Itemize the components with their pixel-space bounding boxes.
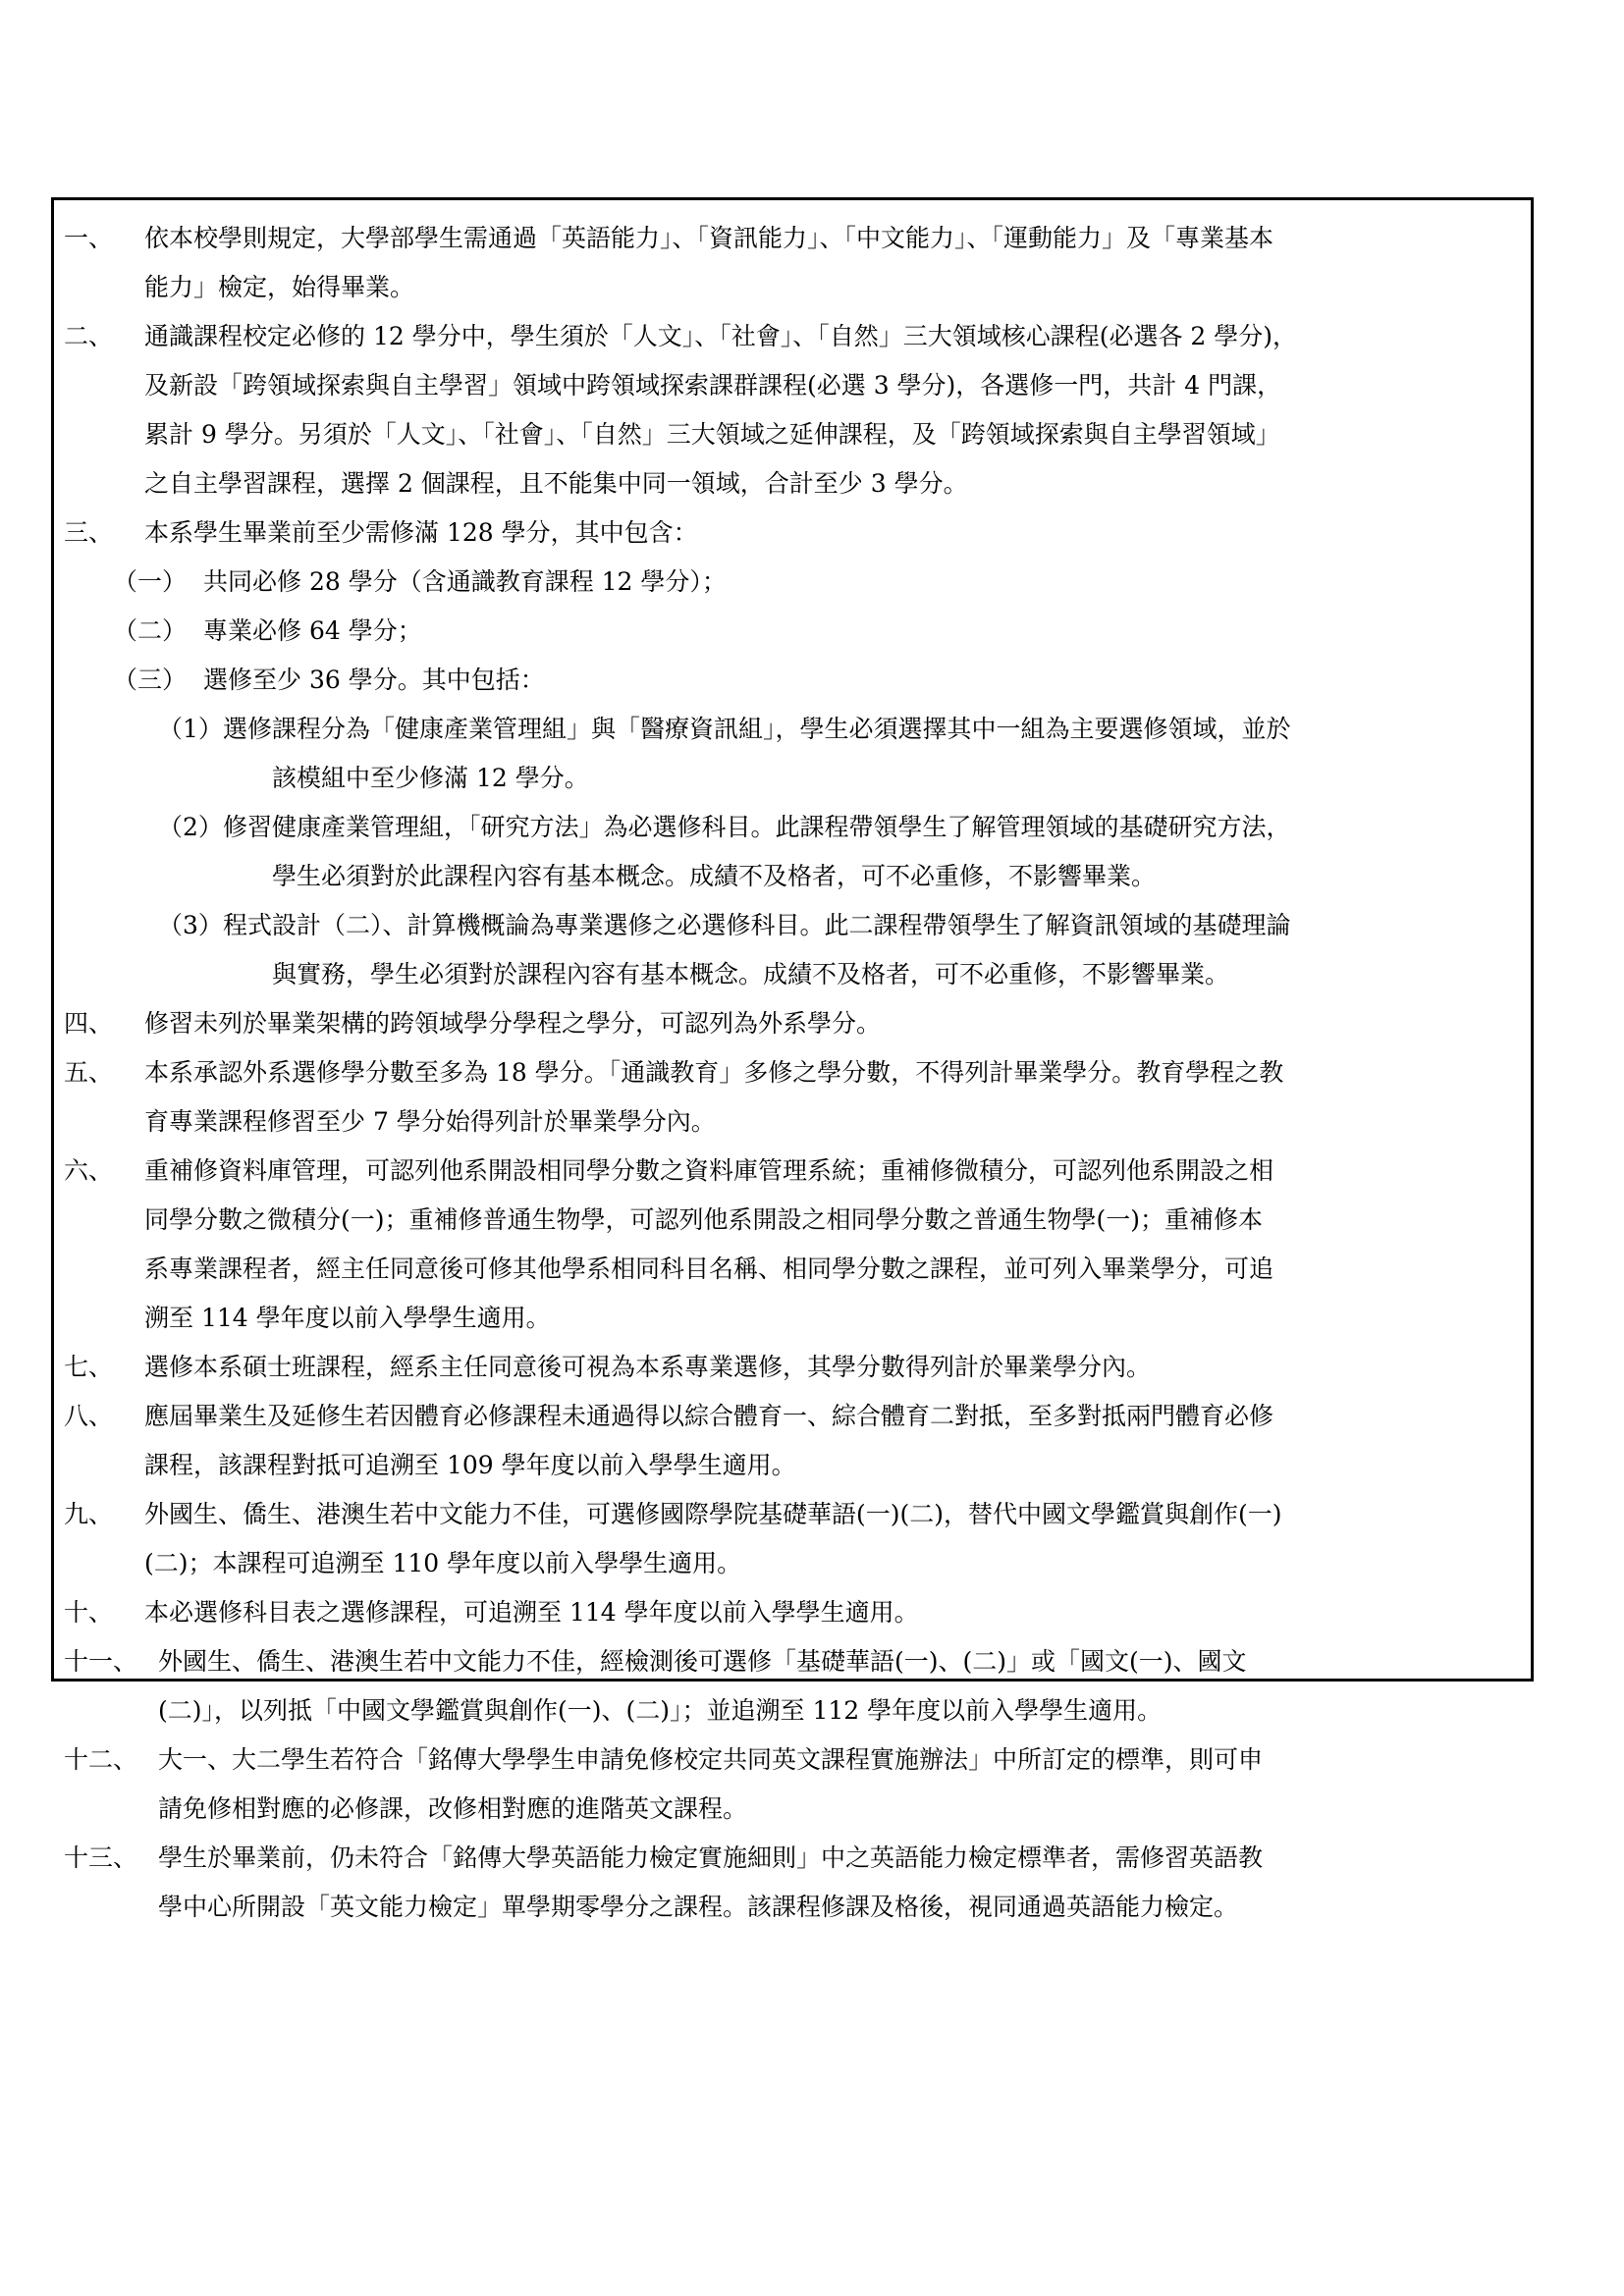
rule-number: 十三、	[64, 1843, 138, 1872]
rule-item-12	[64, 1735, 1521, 1834]
rule-text-line: 應屆畢業生及延修生若因體育必修課程未通過得以綜合體育一、綜合體育二對抵，至多對抵兩門體育必修	[144, 1402, 1274, 1430]
rule-text-line: 能力」檢定，始得畢業。	[144, 273, 415, 301]
point-text-line: 與實務，學生必須對於課程內容有基本概念。成績不及格者，可不必重修，不影響畢業。	[272, 960, 1230, 988]
rule-text-line: 外國生、僑生、港澳生若中文能力不佳，經檢測後可選修「基礎華語(一)、(二)」或「國文(一)、國文	[158, 1647, 1247, 1676]
subitem-marker: （一）	[113, 567, 188, 596]
rule-text-line: 本系承認外系選修學分數至多為 18 學分。「通識教育」多修之學分數，不得列計畢業學分。教育學程之教	[144, 1058, 1284, 1087]
point-text-line: 學生必須對於此課程內容有基本概念。成績不及格者，可不必重修，不影響畢業。	[272, 862, 1157, 890]
regulations-box	[51, 197, 1534, 1921]
rule-item-1	[64, 214, 1521, 312]
rule-item-6	[64, 1147, 1521, 1343]
rule-text-line: 學中心所開設「英文能力檢定」單學期零學分之課程。該課程修課及格後，視同通過英語能力檢定。	[158, 1893, 1239, 1921]
rule-number: 十二、	[64, 1745, 138, 1774]
rule-text-line: 育專業課程修習至少 7 學分始得列計於畢業學分內。	[144, 1107, 716, 1136]
rule-text-line: (二)；本課程可追溯至 110 學年度以前入學學生適用。	[144, 1549, 742, 1577]
rule-item-9	[64, 1490, 1521, 1588]
rule-item-7	[64, 1343, 1521, 1392]
rule-item-10	[64, 1588, 1521, 1637]
rule-number: 四、	[64, 1009, 114, 1038]
rule-text-line: 請免修相對應的必修課，改修相對應的進階英文課程。	[158, 1794, 748, 1823]
subitem-marker: （三）	[113, 666, 188, 694]
rule-text-line: 同學分數之微積分(一)；重補修普通生物學，可認列他系開設之相同學分數之普通生物學(一)；重補修本	[144, 1205, 1264, 1234]
rule-text-line: 依本校學則規定，大學部學生需通過「英語能力」、「資訊能力」、「中文能力」、「運動能力」及「專業基本	[144, 224, 1274, 252]
rule-item-3	[64, 508, 1521, 558]
rule-3-subitem-1	[64, 558, 1521, 607]
rule-text-line: 之自主學習課程，選擇 2 個課程，且不能集中同一領域，合計至少 3 學分。	[144, 469, 968, 498]
rule-3-3-point-1	[64, 705, 1521, 803]
rule-text-line: 通識課程校定必修的 12 學分中，學生須於「人文」、「社會」、「自然」三大領域核心課程(必選各 2 學分)，	[144, 322, 1298, 350]
rule-number: 一、	[64, 224, 114, 252]
rule-text-line: 累計 9 學分。另須於「人文」、「社會」、「自然」三大領域之延伸課程，及「跨領域探索與自主學習領域」	[144, 420, 1280, 449]
rule-text-line: 大一、大二學生若符合「銘傳大學學生申請免修校定共同英文課程實施辦法」中所訂定的標準，則可申	[158, 1745, 1264, 1774]
point-text-line: 該模組中至少修滿 12 學分。	[272, 764, 589, 792]
point-text-line: 選修課程分為「健康產業管理組」與「醫療資訊組」，學生必須選擇其中一組為主要選修領域，並於	[223, 715, 1291, 743]
rule-item-11	[64, 1637, 1521, 1735]
rule-text-line: 重補修資料庫管理，可認列他系開設相同學分數之資料庫管理系統；重補修微積分，可認列他系開設之相	[144, 1156, 1274, 1185]
point-marker: （2）	[158, 813, 223, 841]
rule-item-8	[64, 1392, 1521, 1490]
rule-item-13	[64, 1834, 1521, 1932]
rule-text-line: 系專業課程者，經主任同意後可修其他學系相同科目名稱、相同學分數之課程，並可列入畢業學分，可追	[144, 1255, 1274, 1283]
rule-item-4	[64, 999, 1521, 1048]
rule-number: 八、	[64, 1402, 114, 1430]
rule-3-subitem-3	[64, 656, 1521, 705]
rule-text-line: 修習未列於畢業架構的跨領域學分學程之學分，可認列為外系學分。	[144, 1009, 882, 1038]
subitem-text: 共同必修 28 學分（含通識教育課程 12 學分）；	[203, 567, 727, 596]
rule-text-line: 及新設「跨領域探索與自主學習」領域中跨領域探索課群課程(必選 3 學分)，各選修一門，共計 4 門課，	[144, 371, 1282, 400]
rule-text-line: 溯至 114 學年度以前入學學生適用。	[144, 1304, 551, 1332]
rule-number: 三、	[64, 518, 114, 547]
rule-text-line: 課程，該課程對抵可追溯至 109 學年度以前入學學生適用。	[144, 1451, 796, 1479]
rule-number: 六、	[64, 1156, 114, 1185]
subitem-text: 選修至少 36 學分。其中包括：	[203, 666, 545, 694]
rule-text-line: (二)」，以列抵「中國文學鑑賞與創作(一)、(二)」；並追溯至 112 學年度以前入學學生適用。	[158, 1696, 1163, 1725]
point-marker: （1）	[158, 715, 223, 743]
point-text-line: 程式設計（二）、計算機概論為專業選修之必選修科目。此二課程帶領學生了解資訊領域的基礎理論	[223, 911, 1291, 939]
point-text-line: 修習健康產業管理組，「研究方法」為必選修科目。此課程帶領學生了解管理領域的基礎研究方法，	[223, 813, 1291, 841]
rule-number: 七、	[64, 1353, 114, 1381]
rule-3-3-point-2	[64, 803, 1521, 901]
rule-number: 十、	[64, 1598, 114, 1627]
rule-number: 二、	[64, 322, 114, 350]
rule-number: 十一、	[64, 1647, 138, 1676]
rule-3-subitem-2	[64, 607, 1521, 656]
point-marker: （3）	[158, 911, 223, 939]
subitem-text: 專業必修 64 學分；	[203, 616, 422, 645]
rule-3-3-point-3	[64, 901, 1521, 999]
rule-text-line: 選修本系碩士班課程，經系主任同意後可視為本系專業選修，其學分數得列計於畢業學分內。	[144, 1353, 1152, 1381]
rule-text-line: 本必選修科目表之選修課程，可追溯至 114 學年度以前入學學生適用。	[144, 1598, 919, 1627]
rule-item-5	[64, 1048, 1521, 1147]
rule-text-line: 學生於畢業前，仍未符合「銘傳大學英語能力檢定實施細則」中之英語能力檢定標準者，需修習英語教	[158, 1843, 1264, 1872]
subitem-marker: （二）	[113, 616, 188, 645]
rule-text-line: 外國生、僑生、港澳生若中文能力不佳，可選修國際學院基礎華語(一)(二)，替代中國文學鑑賞與創作(一)	[144, 1500, 1282, 1528]
rule-text-line: 本系學生畢業前至少需修滿 128 學分，其中包含：	[144, 518, 698, 547]
rule-item-2	[64, 312, 1521, 508]
rule-number: 五、	[64, 1058, 114, 1087]
rule-number: 九、	[64, 1500, 114, 1528]
